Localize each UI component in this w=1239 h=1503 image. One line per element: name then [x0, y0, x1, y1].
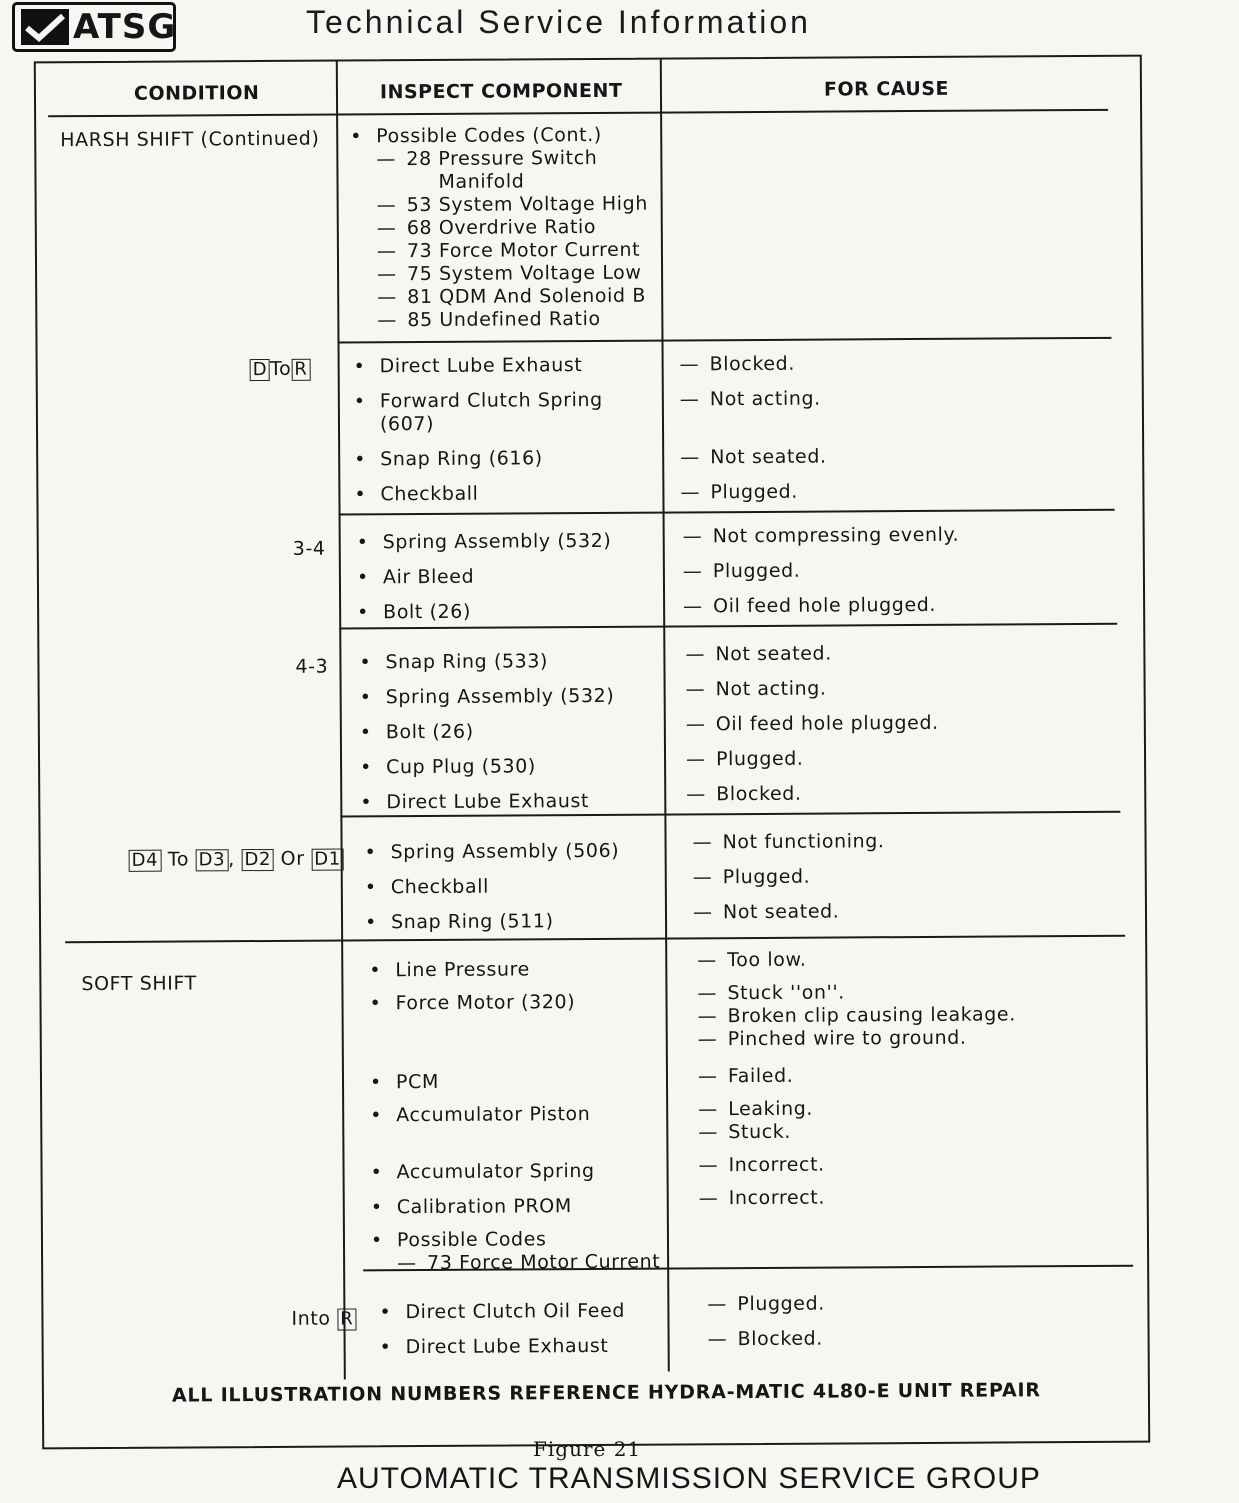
list-item: — 73 Force Motor Current	[377, 239, 648, 264]
header-rule	[48, 109, 1108, 117]
list-item: — Not seated.	[680, 446, 827, 470]
shift-4-3-condition: 4-3	[295, 655, 329, 678]
check-mark-icon	[21, 9, 69, 45]
list-item: • PCM	[370, 1070, 659, 1095]
list-item: — Not acting.	[680, 388, 827, 412]
list-item: • Calibration PROM	[371, 1195, 660, 1220]
comma: ,	[228, 848, 235, 871]
list-item: — Not functioning.	[692, 830, 884, 854]
gear-box-d: D	[250, 359, 271, 381]
list-item: • Direct Clutch Oil Feed	[379, 1300, 625, 1324]
shift-4-3-components	[359, 650, 615, 815]
list-item: — Incorrect.	[699, 1185, 1017, 1210]
figure-caption: Figure 21	[533, 1437, 642, 1461]
gear-box-d3: D3	[196, 849, 229, 871]
harsh-shift-condition: HARSH SHIFT (Continued)	[60, 127, 320, 152]
list-item: — Leaking.	[698, 1096, 1016, 1121]
list-item: • Spring Assembly (506)	[365, 840, 620, 865]
list-item: • Direct Lube Exhaust	[380, 1335, 626, 1359]
to-label: To	[270, 357, 292, 380]
list-item: Manifold	[438, 170, 525, 193]
list-item: • Direct Lube Exhaust	[360, 790, 615, 815]
list-item: — Blocked.	[680, 353, 827, 377]
inspect-header: INSPECT COMPONENT	[379, 79, 623, 104]
list-item: — Stuck.	[698, 1119, 1016, 1144]
list-item: • Spring Assembly (532)	[360, 685, 615, 710]
d4-downshift-condition	[129, 848, 344, 872]
list-item: — Blocked.	[686, 782, 939, 807]
list-item: — Failed.	[698, 1063, 1016, 1088]
list-item: — Not acting.	[686, 677, 939, 702]
list-item: — Oil feed hole plugged.	[686, 712, 939, 737]
list-item: • Line Pressure	[369, 958, 658, 983]
list-item: • Snap Ring (533)	[359, 650, 614, 675]
list-item: • Bolt (26)	[357, 600, 612, 625]
cause-header: FOR CAUSE	[823, 77, 950, 101]
reference-footnote: ALL ILLUSTRATION NUMBERS REFERENCE HYDRA-MATIC 4L80-E UNIT REPAIR	[171, 1379, 1041, 1407]
list-item: • Checkball	[354, 482, 603, 507]
list-item: — Not seated.	[693, 900, 885, 924]
list-item: (607)	[379, 412, 435, 436]
list-item: — Incorrect.	[698, 1152, 1016, 1177]
list-item: • Checkball	[365, 875, 620, 900]
into-label: Into	[291, 1307, 331, 1330]
list-item: — Plugged.	[686, 747, 939, 772]
list-item: • Accumulator Spring	[370, 1160, 659, 1185]
shift-3-4-causes	[683, 524, 960, 619]
d4-components	[365, 840, 620, 935]
list-item: • Forward Clutch Spring	[354, 389, 603, 414]
list-item: — 85 Undefined Ratio	[377, 308, 648, 333]
shift-3-4-condition: 3-4	[292, 537, 326, 560]
gear-box-d2: D2	[241, 849, 274, 871]
row-rule	[337, 337, 1111, 344]
col-divider-1	[336, 62, 346, 1380]
possible-codes-list	[350, 124, 649, 333]
soft-shift-condition: SOFT SHIFT	[81, 972, 197, 996]
list-item: • Snap Ring (616)	[354, 447, 603, 472]
list-item: — 68 Overdrive Ratio	[377, 216, 648, 241]
into-r-condition	[291, 1307, 356, 1330]
into-r-causes	[707, 1293, 825, 1352]
or-label: Or	[280, 847, 305, 870]
page-title: Technical Service Information	[306, 4, 811, 40]
list-item: — 53 System Voltage High	[377, 193, 648, 218]
list-item: — Oil feed hole plugged.	[683, 594, 960, 619]
list-item: • Accumulator Piston	[370, 1103, 659, 1128]
list-item: • Spring Assembly (532)	[357, 530, 612, 555]
list-item: — Blocked.	[708, 1328, 826, 1352]
list-item: • Possible Codes	[371, 1228, 660, 1253]
d-to-r-condition	[250, 358, 311, 381]
gear-box-r: R	[337, 1308, 356, 1330]
list-item: • Force Motor (320)	[369, 991, 658, 1016]
atsg-logo	[12, 2, 176, 52]
list-item: • Cup Plug (530)	[360, 755, 615, 780]
d-to-r-causes	[680, 353, 827, 505]
soft-shift-causes	[697, 947, 1017, 1210]
soft-shift-components	[369, 958, 660, 1276]
list-item: — Plugged.	[693, 865, 885, 889]
list-item: — Stuck ''on''.	[697, 980, 1015, 1005]
shift-4-3-causes	[685, 642, 939, 807]
gear-box-d1: D1	[311, 849, 344, 871]
list-item: — Broken clip causing leakage.	[698, 1003, 1016, 1028]
organization-name: AUTOMATIC TRANSMISSION SERVICE GROUP	[337, 1462, 1041, 1495]
list-item: — Too low.	[697, 947, 1015, 972]
list-item: • Direct Lube Exhaust	[354, 354, 603, 379]
row-rule	[339, 509, 1115, 516]
list-item: — Plugged.	[707, 1293, 825, 1317]
list-item: — Plugged.	[680, 481, 827, 505]
list-item: — 73 Force Motor Current	[371, 1251, 660, 1276]
d-to-r-components	[354, 354, 604, 507]
list-item: — Not seated.	[685, 642, 938, 667]
list-item: — 75 System Voltage Low	[377, 262, 648, 287]
to-label: To	[167, 848, 190, 871]
condition-header: CONDITION	[133, 82, 260, 105]
col-divider-2	[660, 60, 670, 1372]
list-item: • Air Bleed	[357, 565, 612, 590]
list-item: — 81 QDM And Solenoid B	[377, 285, 648, 310]
d4-causes	[692, 830, 885, 924]
into-r-components	[379, 1300, 625, 1359]
list-item: — Not compressing evenly.	[683, 524, 960, 549]
list-item: • Snap Ring (511)	[365, 910, 620, 935]
list-item: • Bolt (26)	[360, 720, 615, 745]
codes-title: • Possible Codes (Cont.)	[350, 124, 647, 149]
gear-box-d4: D4	[129, 850, 162, 872]
list-item: — 28 Pressure Switch	[376, 147, 647, 172]
service-table	[34, 55, 1150, 1450]
list-item: — Pinched wire to ground.	[698, 1026, 1016, 1051]
section-rule	[65, 935, 1125, 943]
logo-text: ATSG	[73, 7, 177, 47]
gear-box-r: R	[291, 359, 310, 381]
list-item: — Plugged.	[683, 559, 960, 584]
shift-3-4-components	[357, 530, 612, 625]
